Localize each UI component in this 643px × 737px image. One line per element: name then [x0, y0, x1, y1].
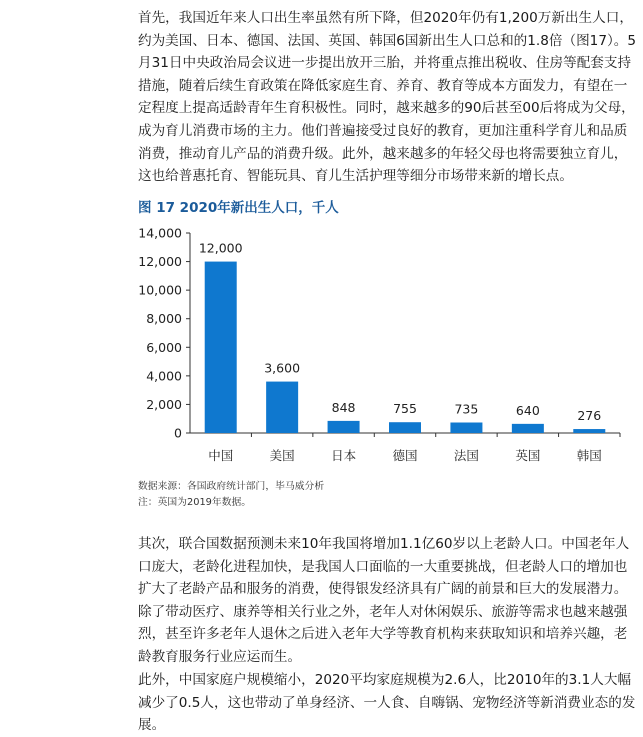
y-tick-label: 4,000: [146, 368, 182, 384]
bar-value-label: 12,000: [198, 240, 243, 256]
bar-value-label: 640: [515, 402, 540, 418]
bar-value-label: 755: [393, 401, 417, 417]
bar: [266, 382, 298, 433]
figure-note: 注：英国为2019年数据。: [138, 497, 252, 508]
y-tick-label: 2,000: [146, 396, 182, 412]
y-tick-label: 10,000: [138, 282, 182, 298]
intro-paragraph: 首先，我国近年来人口出生率虽然有所下降，但2020年仍有1,200万新出生人口，约为美国、日本、德国、法国、英国、韩国6国新出生人口总和的1.8倍（图17）。5月31日中央政治局会议进一步提出放开三胎，并将重点推出税收、住房等配套支持措施，随着后续生育政策在降低家庭生育、养育、教育等成本方面发力，有望在一定程度上提高适龄青年生育积极性。同时，越来越多的90后甚至00后将成为父母，成为育儿消费市场的主力。他们普遍接受过良好的教育，更加注重科学育儿和品质消费，推动育儿产品的消费升级。此外，越来越多的年轻父母也将需要独立育儿，这也给普惠托育、智能玩具、育儿生活护理等细分市场带来新的增长点。: [138, 10, 637, 185]
x-category-label: 英国: [515, 448, 541, 463]
y-tick-label: 6,000: [146, 339, 182, 355]
x-category-label: 美国: [269, 448, 295, 463]
y-tick-label: 0: [174, 425, 182, 441]
y-tick-label: 14,000: [138, 225, 182, 241]
x-category-label: 德国: [392, 448, 418, 463]
bar: [328, 421, 360, 433]
bar-value-label: 3,600: [264, 360, 301, 376]
bar-value-label: 848: [331, 399, 356, 415]
bar: [512, 424, 544, 433]
x-category-label: 中国: [208, 448, 234, 463]
bar: [450, 423, 482, 434]
y-tick-label: 8,000: [146, 311, 182, 327]
bar-value-label: 276: [577, 408, 602, 424]
bar-value-label: 735: [454, 401, 479, 417]
y-tick-label: 12,000: [138, 254, 182, 270]
x-category-label: 韩国: [576, 448, 602, 463]
bar: [573, 429, 605, 433]
figure-source: 数据来源：各国政府统计部门，毕马威分析: [138, 481, 325, 492]
household-paragraph: 此外，中国家庭户规模缩小，2020平均家庭规模为2.6人，比2010年的3.1人大幅减少了0.5人，这也带动了单身经济、一人食、自嗨锅、宠物经济等新消费业态的发展。: [138, 672, 636, 734]
aging-paragraph: 其次，联合国数据预测未来10年我国将增加1.1亿60岁以上老龄人口。中国老年人口庞大，老龄化进程加快，是我国人口面临的一大重要挑战，但老龄人口的增加也扩大了老龄产品和服务的消费，使得银发经济具有广阔的前景和巨大的发展潜力。除了带动医疗、康养等相关行业之外，老年人对休闲娱乐、旅游等需求也越来越强烈，甚至许多老年人退休之后进入老年大学等教育机构来获取知识和培养兴趣，老龄教育服务行业应运而生。: [138, 536, 630, 665]
births-bar-chart: [130, 216, 630, 476]
x-category-label: 法国: [453, 448, 479, 463]
bar: [205, 262, 237, 433]
figure-title: 图 17 2020年新出生人口，千人: [138, 200, 339, 216]
x-category-label: 日本: [331, 448, 357, 463]
bar: [389, 422, 421, 433]
